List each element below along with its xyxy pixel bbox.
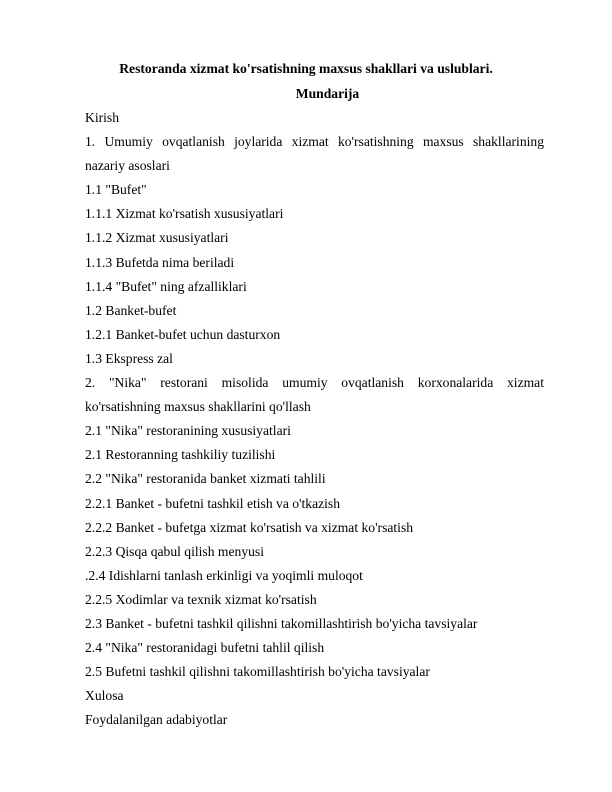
toc-item: 1.1.1 Xizmat ko'rsatish xususiyatlari [85,206,284,222]
toc-item: 1.2 Banket-bufet [85,302,177,318]
toc-item: 1.1.3 Bufetda nima beriladi [85,254,235,270]
toc-item: 2.4 "Nika" restoranidagi bufetni tahlil qilish [85,640,325,656]
toc-heading: Mundarija [295,86,360,101]
toc-item: 1.1 "Bufet" [85,182,147,198]
toc-item: 1. Umumiy ovqatlanish joylarida xizmat ko'rsatishning maxsus shakllarining nazariy asoslari [85,134,544,174]
toc-item: Foydalanilgan adabiyotlar [85,712,228,728]
toc-item: 2.3 Banket - bufetni tashkil qilishni takomillashtirish bo'yicha tavsiyalar [85,615,478,631]
toc-item: 2.1 Restoranning tashkiliy tuzilishi [85,447,276,463]
toc-item: .2.4 Idishlarni tanlash erkinligi va yoqimli muloqot [85,567,363,583]
toc-item: 1.2.1 Banket-bufet uchun dasturxon [85,326,281,342]
toc-item: 2.2.5 Xodimlar va texnik xizmat ko'rsatish [85,591,317,607]
toc-item: 1.3 Ekspress zal [85,350,173,366]
toc-item: 2. "Nika" restorani misolida umumiy ovqatlanish korxonalarida xizmat ko'rsatishning maxsus shakllarini qo'llash [85,375,544,415]
toc-item: 1.1.2 Xizmat xususiyatlari [85,230,229,246]
toc-item: 2.2 "Nika" restoranida banket xizmati tahlili [85,471,326,487]
toc-item: 2.2.2 Banket - bufetga xizmat ko'rsatish va xizmat ko'rsatish [85,519,414,535]
toc-item: 2.2.1 Banket - bufetni tashkil etish va o'tkazish [85,495,341,511]
toc-item: 2.1 "Nika" restoranining xususiyatlari [85,423,291,439]
document-title: Restoranda xizmat ko'rsatishning maxsus shakllari va uslublari. [119,61,493,76]
table-of-contents [85,106,544,732]
toc-item: 2.5 Bufetni tashkil qilishni takomillashtirish bo'yicha tavsiyalar [85,664,430,680]
toc-item: 2.2.3 Qisqa qabul qilish menyusi [85,543,264,559]
toc-item: Kirish [85,110,119,125]
toc-item: 1.1.4 "Bufet" ning afzalliklari [85,278,247,294]
toc-item: Xulosa [85,688,124,704]
